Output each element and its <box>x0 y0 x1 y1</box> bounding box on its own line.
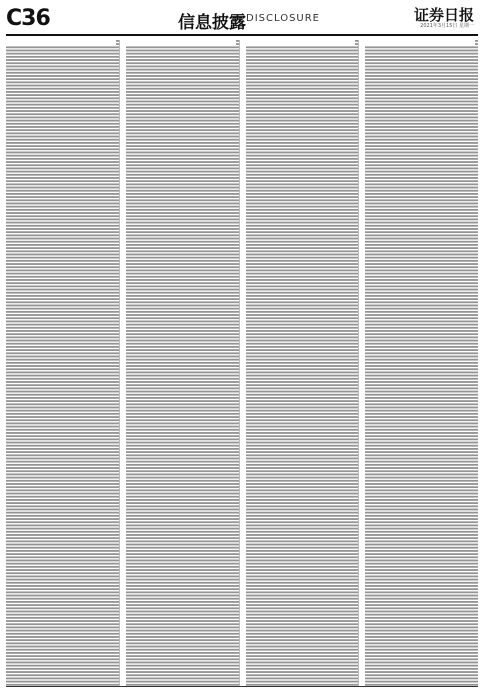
section-title: 信息披露 <box>178 13 246 33</box>
text-column-4 <box>365 40 478 686</box>
column-top-gap <box>6 40 116 46</box>
text-column-2 <box>126 40 240 686</box>
section-subtitle: DISCLOSURE <box>246 13 320 24</box>
column-top-gap <box>126 40 236 46</box>
text-column-1 <box>6 40 120 686</box>
page-header <box>6 4 478 36</box>
text-column-3 <box>246 40 360 686</box>
page-footer <box>6 686 478 697</box>
newspaper-brand: 证券日报 <box>413 6 474 24</box>
issue-date: 2021年3月15日 星期一 <box>420 23 474 29</box>
column-top-gap <box>246 40 356 46</box>
page-number: C36 <box>6 6 50 31</box>
article-columns <box>6 40 478 686</box>
column-top-gap <box>365 40 475 46</box>
